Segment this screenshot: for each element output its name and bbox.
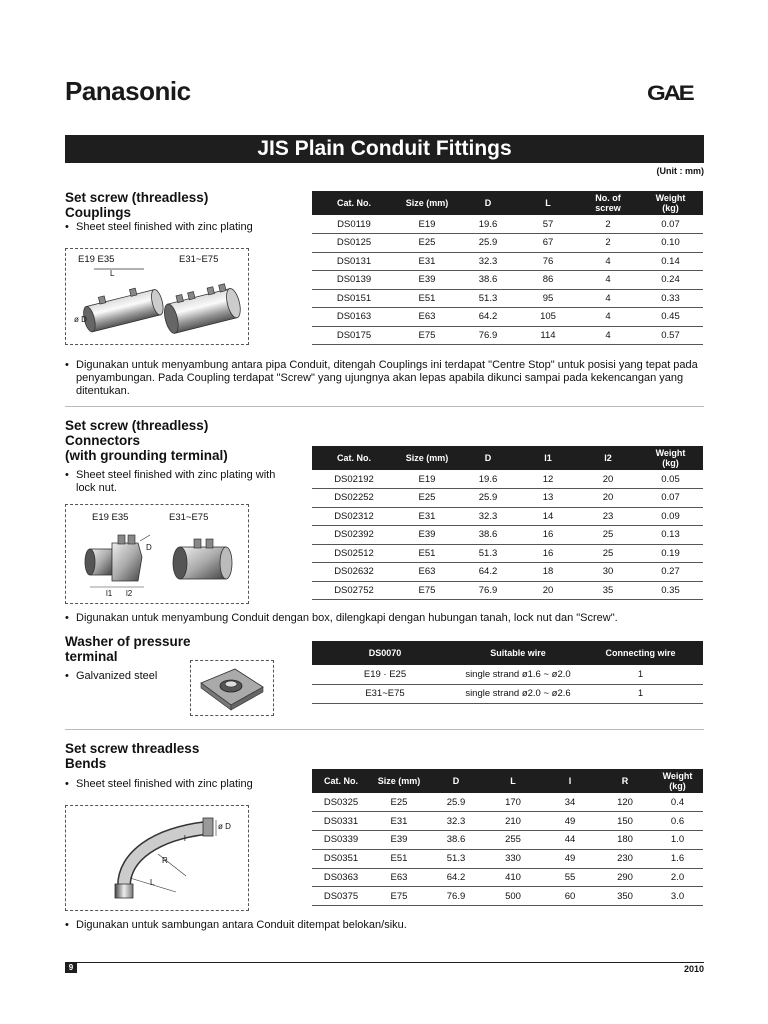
- col-header: Size (mm): [396, 446, 458, 470]
- connectors-heading-line1: Set screw (threadless): [65, 418, 209, 433]
- table-cell: 19.6: [458, 470, 518, 489]
- col-header: L: [518, 191, 578, 215]
- table-cell: 13: [518, 489, 578, 508]
- col-header: D: [458, 446, 518, 470]
- table-cell: DS0351: [312, 849, 370, 868]
- table-cell: 180: [598, 831, 652, 850]
- table-cell: DS0151: [312, 289, 396, 308]
- col-header: l2: [578, 446, 638, 470]
- page-number: 9: [65, 962, 77, 973]
- table-cell: 25: [578, 526, 638, 545]
- table-cell: 25.9: [428, 793, 484, 812]
- table-cell: E25: [396, 489, 458, 508]
- table-cell: 0.13: [638, 526, 703, 545]
- table-cell: DS02252: [312, 489, 396, 508]
- table-cell: E39: [370, 831, 428, 850]
- table-cell: 35: [578, 581, 638, 600]
- table-cell: DS0339: [312, 831, 370, 850]
- table-cell: DS02632: [312, 563, 396, 582]
- couplings-fig-dim-l: L: [110, 269, 115, 278]
- table-cell: 0.4: [652, 793, 703, 812]
- table-cell: E31~E75: [312, 684, 458, 703]
- table-cell: DS0119: [312, 215, 396, 234]
- washer-figure: [190, 660, 274, 716]
- table-cell: 210: [484, 812, 542, 831]
- table-cell: 64.2: [458, 308, 518, 327]
- table-cell: E63: [370, 868, 428, 887]
- table-cell: 38.6: [428, 831, 484, 850]
- table-cell: E51: [396, 544, 458, 563]
- table-cell: E39: [396, 271, 458, 290]
- table-cell: 0.45: [638, 308, 703, 327]
- table-cell: 500: [484, 887, 542, 906]
- table-cell: 14: [518, 507, 578, 526]
- connectors-heading-line3: (with grounding terminal): [65, 448, 228, 463]
- table-row: [312, 470, 703, 489]
- table-row: [312, 507, 703, 526]
- table-header-row: [312, 191, 703, 215]
- table-cell: DS0331: [312, 812, 370, 831]
- table-row: [312, 252, 703, 271]
- table-cell: DS02192: [312, 470, 396, 489]
- table-cell: 55: [542, 868, 598, 887]
- table-cell: 38.6: [458, 271, 518, 290]
- table-cell: E75: [396, 581, 458, 600]
- couplings-note: • Digunakan untuk menyambung antara pipa Conduit, ditengah Couplings ini terdapat "Centre Stop" untuk posisi yang tepat pada penyambungan. Pada Coupling terdapat "Screw" yang ujungnya akan lepas apabila dikunci sampai pada kekencangan yang ditentukan.: [65, 359, 704, 399]
- table-cell: DS0375: [312, 887, 370, 906]
- connectors-heading: [65, 418, 228, 463]
- col-header: Cat. No.: [312, 446, 396, 470]
- table-row: [312, 581, 703, 600]
- table-cell: 44: [542, 831, 598, 850]
- table-cell: 0.14: [638, 252, 703, 271]
- connectors-fig-dim-l2: l2: [126, 589, 133, 598]
- couplings-heading-line1: Set screw (threadless): [65, 190, 209, 205]
- table-cell: 1.6: [652, 849, 703, 868]
- table-cell: 0.07: [638, 215, 703, 234]
- table-cell: 2: [578, 215, 638, 234]
- connectors-illustration: [66, 505, 248, 603]
- bends-heading-line2: Bends: [65, 756, 107, 771]
- table-cell: 330: [484, 849, 542, 868]
- table-cell: E31: [396, 507, 458, 526]
- table-cell: 120: [598, 793, 652, 812]
- table-cell: DS02752: [312, 581, 396, 600]
- washer-table: [312, 641, 703, 704]
- divider: [65, 729, 704, 730]
- col-header: Suitable wire: [458, 641, 578, 665]
- table-cell: DS02312: [312, 507, 396, 526]
- table-cell: DS0363: [312, 868, 370, 887]
- footer-rule: [65, 962, 704, 963]
- table-cell: 51.3: [428, 849, 484, 868]
- table-cell: 30: [578, 563, 638, 582]
- table-row: [312, 215, 703, 234]
- table-cell: single strand ø2.0 ~ ø2.6: [458, 684, 578, 703]
- couplings-fig-label-a: E19 E35: [78, 254, 115, 265]
- table-cell: E51: [396, 289, 458, 308]
- table-cell: 0.10: [638, 234, 703, 253]
- table-row: [312, 489, 703, 508]
- col-header: No. of screw: [578, 191, 638, 215]
- table-cell: 4: [578, 326, 638, 345]
- table-row: [312, 289, 703, 308]
- table-row: [312, 831, 703, 850]
- table-row: [312, 684, 703, 703]
- table-cell: 64.2: [458, 563, 518, 582]
- table-cell: 0.09: [638, 507, 703, 526]
- table-cell: 23: [578, 507, 638, 526]
- table-cell: 38.6: [458, 526, 518, 545]
- table-header-row: [312, 641, 703, 665]
- col-header: R: [598, 769, 652, 793]
- table-row: [312, 271, 703, 290]
- table-row: [312, 326, 703, 345]
- table-cell: 170: [484, 793, 542, 812]
- col-header: D: [458, 191, 518, 215]
- table-cell: E63: [396, 563, 458, 582]
- table-cell: 25.9: [458, 234, 518, 253]
- table-cell: 1: [578, 665, 703, 684]
- table-cell: 4: [578, 271, 638, 290]
- col-header: Cat. No.: [312, 191, 396, 215]
- partner-logo: GAE: [647, 82, 693, 105]
- table-row: [312, 868, 703, 887]
- table-cell: 350: [598, 887, 652, 906]
- col-header: Cat. No.: [312, 769, 370, 793]
- table-cell: 0.57: [638, 326, 703, 345]
- table-row: [312, 887, 703, 906]
- connectors-fig-dim-d: D: [146, 543, 152, 552]
- table-cell: E63: [396, 308, 458, 327]
- table-cell: E75: [396, 326, 458, 345]
- bends-fig-dim-r: R: [162, 856, 168, 865]
- connectors-heading-line2: Connectors: [65, 433, 141, 448]
- table-cell: 3.0: [652, 887, 703, 906]
- table-header-row: [312, 769, 703, 793]
- table-cell: 64.2: [428, 868, 484, 887]
- couplings-heading: [65, 190, 208, 220]
- table-cell: E39: [396, 526, 458, 545]
- connectors-fig-label-b: E31~E75: [169, 512, 209, 523]
- bends-fig-dim-d: ø D: [218, 822, 231, 831]
- col-header: Connecting wire: [578, 641, 703, 665]
- table-cell: E31: [396, 252, 458, 271]
- col-header: L: [484, 769, 542, 793]
- col-header: Weight (kg): [652, 769, 703, 793]
- connectors-note: • Digunakan untuk menyambung Conduit dengan box, dilengkapi dengan hubungan tanah, lock nut dan "Screw".: [65, 612, 704, 625]
- col-header: l: [542, 769, 598, 793]
- connectors-figure: [65, 504, 249, 604]
- table-cell: 57: [518, 215, 578, 234]
- table-cell: 0.27: [638, 563, 703, 582]
- table-cell: 2: [578, 234, 638, 253]
- divider: [65, 406, 704, 407]
- table-cell: 67: [518, 234, 578, 253]
- table-cell: E51: [370, 849, 428, 868]
- table-cell: 20: [578, 470, 638, 489]
- washer-bullet: • Galvanized steel: [65, 670, 157, 683]
- table-cell: 20: [578, 489, 638, 508]
- bends-table: [312, 769, 703, 906]
- table-cell: 51.3: [458, 289, 518, 308]
- couplings-illustration: [66, 249, 248, 344]
- table-cell: DS0131: [312, 252, 396, 271]
- table-row: [312, 812, 703, 831]
- table-cell: 4: [578, 289, 638, 308]
- couplings-fig-label-b: E31~E75: [179, 254, 219, 265]
- table-cell: DS02512: [312, 544, 396, 563]
- col-header: DS0070: [312, 641, 458, 665]
- table-cell: 0.19: [638, 544, 703, 563]
- table-cell: DS0139: [312, 271, 396, 290]
- table-cell: 4: [578, 252, 638, 271]
- col-header: Weight (kg): [638, 191, 703, 215]
- table-cell: 0.07: [638, 489, 703, 508]
- bends-bullet: • Sheet steel finished with zinc plating: [65, 778, 253, 791]
- table-cell: 51.3: [458, 544, 518, 563]
- table-cell: 25: [578, 544, 638, 563]
- connectors-fig-dim-l1: l1: [106, 589, 113, 598]
- table-cell: 19.6: [458, 215, 518, 234]
- table-cell: 76.9: [428, 887, 484, 906]
- table-cell: DS0125: [312, 234, 396, 253]
- table-cell: DS0163: [312, 308, 396, 327]
- table-cell: 34: [542, 793, 598, 812]
- table-cell: 105: [518, 308, 578, 327]
- table-row: [312, 234, 703, 253]
- table-cell: 0.24: [638, 271, 703, 290]
- table-cell: 290: [598, 868, 652, 887]
- table-cell: 76.9: [458, 581, 518, 600]
- table-cell: 255: [484, 831, 542, 850]
- table-cell: 32.3: [458, 252, 518, 271]
- table-cell: 114: [518, 326, 578, 345]
- table-cell: 95: [518, 289, 578, 308]
- table-cell: single strand ø1.6 ~ ø2.0: [458, 665, 578, 684]
- bends-fig-dim-l: L: [150, 878, 155, 887]
- table-cell: 32.3: [428, 812, 484, 831]
- table-row: [312, 793, 703, 812]
- footer-year: 2010: [683, 964, 704, 974]
- table-cell: 49: [542, 849, 598, 868]
- table-cell: 0.6: [652, 812, 703, 831]
- table-row: [312, 526, 703, 545]
- connectors-bullet: • Sheet steel finished with zinc plating with lock nut.: [65, 469, 276, 495]
- table-cell: E19: [396, 470, 458, 489]
- bends-fig-dim-l-small: l: [184, 834, 186, 843]
- table-cell: 25.9: [458, 489, 518, 508]
- page-title: JIS Plain Conduit Fittings: [65, 135, 704, 163]
- table-cell: E75: [370, 887, 428, 906]
- table-cell: 2.0: [652, 868, 703, 887]
- table-cell: DS02392: [312, 526, 396, 545]
- table-cell: 0.33: [638, 289, 703, 308]
- col-header: D: [428, 769, 484, 793]
- table-cell: 0.05: [638, 470, 703, 489]
- washer-heading: [65, 634, 191, 664]
- table-cell: 20: [518, 581, 578, 600]
- unit-note: (Unit : mm): [656, 166, 704, 176]
- couplings-figure: [65, 248, 249, 345]
- table-cell: 0.35: [638, 581, 703, 600]
- table-cell: 150: [598, 812, 652, 831]
- table-cell: E19: [396, 215, 458, 234]
- table-cell: DS0175: [312, 326, 396, 345]
- table-cell: 410: [484, 868, 542, 887]
- table-header-row: [312, 446, 703, 470]
- bends-figure: [65, 805, 249, 911]
- table-cell: 12: [518, 470, 578, 489]
- table-row: [312, 563, 703, 582]
- col-header: Size (mm): [370, 769, 428, 793]
- couplings-bullet: • Sheet steel finished with zinc plating: [65, 221, 253, 234]
- table-cell: 16: [518, 526, 578, 545]
- table-cell: 86: [518, 271, 578, 290]
- washer-heading-line2: terminal: [65, 649, 118, 664]
- couplings-heading-line2: Couplings: [65, 205, 131, 220]
- table-cell: 1: [578, 684, 703, 703]
- bends-heading-line1: Set screw threadless: [65, 741, 200, 756]
- washer-illustration: [191, 661, 273, 715]
- washer-heading-line1: Washer of pressure: [65, 634, 191, 649]
- couplings-table: [312, 191, 703, 345]
- table-cell: E25: [370, 793, 428, 812]
- table-cell: 76: [518, 252, 578, 271]
- col-header: Weight (kg): [638, 446, 703, 470]
- table-cell: 16: [518, 544, 578, 563]
- bends-note: • Digunakan untuk sambungan antara Conduit ditempat belokan/siku.: [65, 919, 704, 932]
- table-cell: E25: [396, 234, 458, 253]
- table-row: [312, 665, 703, 684]
- table-cell: E31: [370, 812, 428, 831]
- table-row: [312, 544, 703, 563]
- table-cell: DS0325: [312, 793, 370, 812]
- table-row: [312, 849, 703, 868]
- table-cell: 49: [542, 812, 598, 831]
- table-row: [312, 308, 703, 327]
- connectors-table: [312, 446, 703, 600]
- col-header: l1: [518, 446, 578, 470]
- table-cell: 4: [578, 308, 638, 327]
- couplings-fig-dim-d: ø D: [74, 315, 87, 324]
- table-cell: E19 · E25: [312, 665, 458, 684]
- brand-logo: Panasonic: [65, 76, 191, 106]
- table-cell: 230: [598, 849, 652, 868]
- connectors-fig-label-a: E19 E35: [92, 512, 129, 523]
- table-cell: 18: [518, 563, 578, 582]
- bends-heading: [65, 741, 199, 771]
- table-cell: 60: [542, 887, 598, 906]
- col-header: Size (mm): [396, 191, 458, 215]
- table-cell: 1.0: [652, 831, 703, 850]
- table-cell: 32.3: [458, 507, 518, 526]
- table-cell: 76.9: [458, 326, 518, 345]
